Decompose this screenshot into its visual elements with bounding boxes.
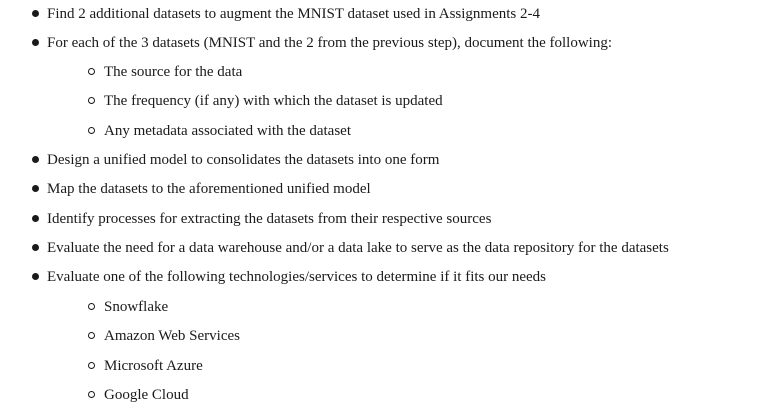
disc-bullet-icon xyxy=(32,273,39,280)
list-item-text: Identify processes for extracting the datasets from their respective sources xyxy=(47,211,492,227)
list-item-text: Find 2 additional datasets to augment the MNIST dataset used in Assignments 2-4 xyxy=(47,6,541,22)
circle-bullet-icon xyxy=(88,362,95,369)
circle-bullet-icon xyxy=(88,391,95,398)
sub-list-item-text: The frequency (if any) with which the dataset is updated xyxy=(104,93,443,109)
list-item-text: Evaluate the need for a data warehouse and/or a data lake to serve as the data repository for the datasets xyxy=(47,240,669,256)
disc-bullet-icon xyxy=(32,215,39,222)
circle-bullet-icon xyxy=(88,97,95,104)
circle-bullet-icon xyxy=(88,127,95,134)
sub-list-item-text: Snowflake xyxy=(104,299,169,315)
list-item-text: For each of the 3 datasets (MNIST and the 2 from the previous step), document the following: xyxy=(47,35,613,51)
disc-bullet-icon xyxy=(32,39,39,46)
sub-list-item-text: Amazon Web Services xyxy=(104,328,240,344)
disc-bullet-icon xyxy=(32,156,39,163)
circle-bullet-icon xyxy=(88,303,95,310)
sub-list-item-text: Microsoft Azure xyxy=(104,358,203,374)
list-item-text: Map the datasets to the aforementioned unified model xyxy=(47,181,371,197)
circle-bullet-icon xyxy=(88,332,95,339)
sub-list-item-text: Google Cloud xyxy=(104,387,189,403)
disc-bullet-icon xyxy=(32,244,39,251)
disc-bullet-icon xyxy=(32,10,39,17)
circle-bullet-icon xyxy=(88,68,95,75)
sub-list-item-text: The source for the data xyxy=(104,64,243,80)
list-item-text: Design a unified model to consolidates the datasets into one form xyxy=(47,152,440,168)
sub-list-item-text: Any metadata associated with the dataset xyxy=(104,123,351,139)
disc-bullet-icon xyxy=(32,185,39,192)
list-item-text: Evaluate one of the following technologies/services to determine if it fits our needs xyxy=(47,269,547,285)
